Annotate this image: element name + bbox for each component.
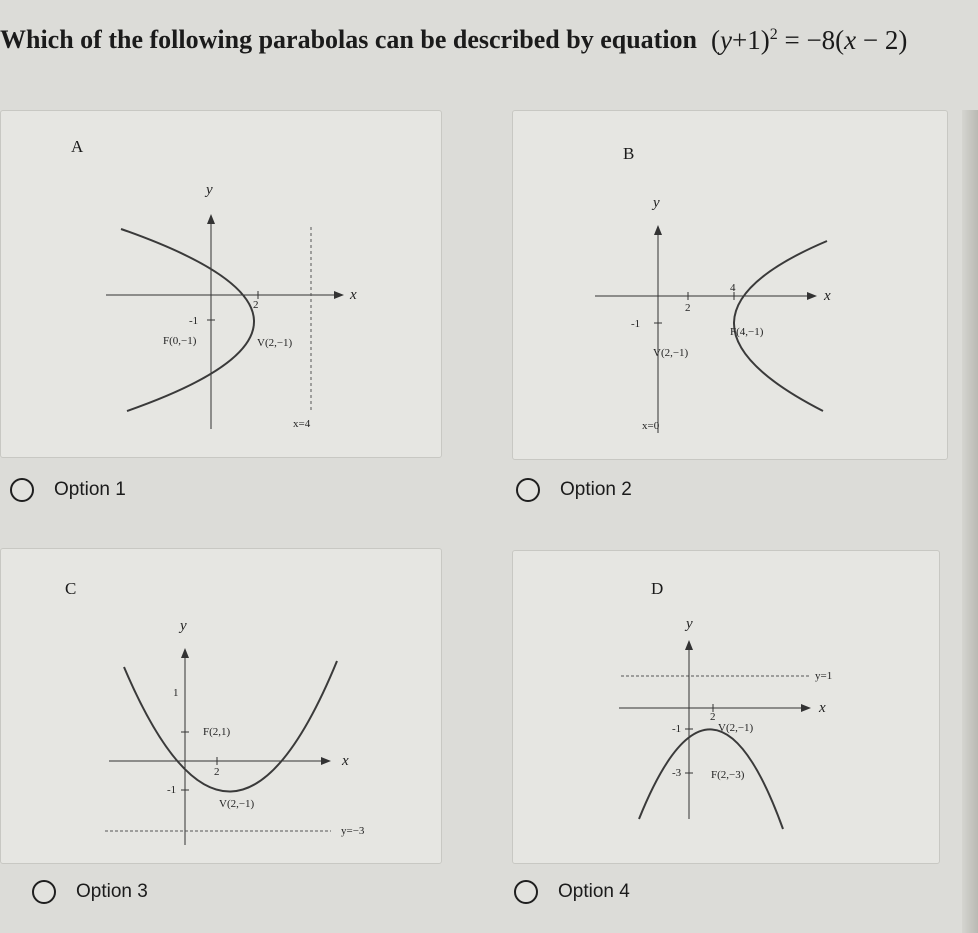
y-axis-label: y [206,182,213,198]
graph-c [1,549,441,863]
directrix-label: x=4 [293,418,311,430]
tick-label-y-2: -3 [672,767,682,779]
tick-label-x-1: 2 [685,302,691,314]
option-1-label: Option 1 [54,479,126,500]
radio-option-2[interactable] [516,478,540,502]
directrix-label: y=1 [815,670,833,682]
tick-label-y-1: 1 [173,687,179,699]
option-4[interactable] [514,880,630,904]
option-4-label: Option 4 [558,881,630,902]
x-axis-label: x [342,753,349,769]
page-edge-shadow [962,110,978,933]
directrix-label: y=−3 [341,825,365,837]
y-axis-arrow [685,640,693,650]
y-axis-arrow [181,648,189,658]
graph-card-a [0,110,442,458]
x-axis-label: x [350,287,357,303]
directrix-label: x=0 [642,420,660,432]
graph-a [1,111,441,457]
tick-label-y: -1 [631,318,641,330]
option-2[interactable] [516,478,632,502]
option-2-label: Option 2 [560,479,632,500]
x-axis-arrow [801,704,811,712]
tick-label-x: 2 [253,299,259,311]
graph-label-b: B [623,144,635,163]
x-axis-label: x [819,700,826,716]
radio-option-1[interactable] [10,478,34,502]
vertex-label: V(2,−1) [219,798,255,810]
tick-label-y-1: -1 [672,723,682,735]
tick-label-y-2: -1 [167,784,177,796]
x-axis-arrow [334,291,344,299]
question-text [0,18,978,62]
focus-label: F(2,1) [203,726,231,738]
option-3-label: Option 3 [76,881,148,902]
x-axis-arrow [321,757,331,765]
y-axis-label: y [180,618,187,634]
option-3[interactable] [32,880,148,904]
vertex-label: V(2,−1) [653,347,689,359]
focus-label: F(2,−3) [711,769,745,781]
question-prompt: Which of the following parabolas can be described by equation [0,25,698,54]
x-axis-label: x [824,288,831,304]
parabola-curve [124,661,337,792]
y-axis-arrow [654,225,662,235]
graph-b [513,111,947,459]
option-1[interactable] [10,478,126,502]
y-axis-arrow [207,214,215,224]
graph-label-a: A [71,137,84,156]
y-axis-label: y [686,616,693,632]
tick-label-x: 2 [710,711,716,723]
graph-label-d: D [651,579,664,598]
parabola-curve [121,229,254,411]
focus-label: F(0,−1) [163,335,197,347]
vertex-label: V(2,−1) [718,722,754,734]
graph-card-d [512,550,940,864]
tick-label-x-2: 4 [730,282,736,294]
x-axis-arrow [807,292,817,300]
tick-label-y: -1 [189,315,199,327]
y-axis-label: y [653,195,660,211]
graph-card-c [0,548,442,864]
focus-label: F(4,−1) [730,326,764,338]
radio-option-3[interactable] [32,880,56,904]
graph-label-c: C [65,579,77,598]
graph-d [513,551,939,863]
vertex-label: V(2,−1) [257,337,293,349]
radio-option-4[interactable] [514,880,538,904]
graph-card-b [512,110,948,460]
question-equation: $(y+1)^2 = -8(x - 2)$ [711,24,908,55]
tick-label-x: 2 [214,766,220,778]
